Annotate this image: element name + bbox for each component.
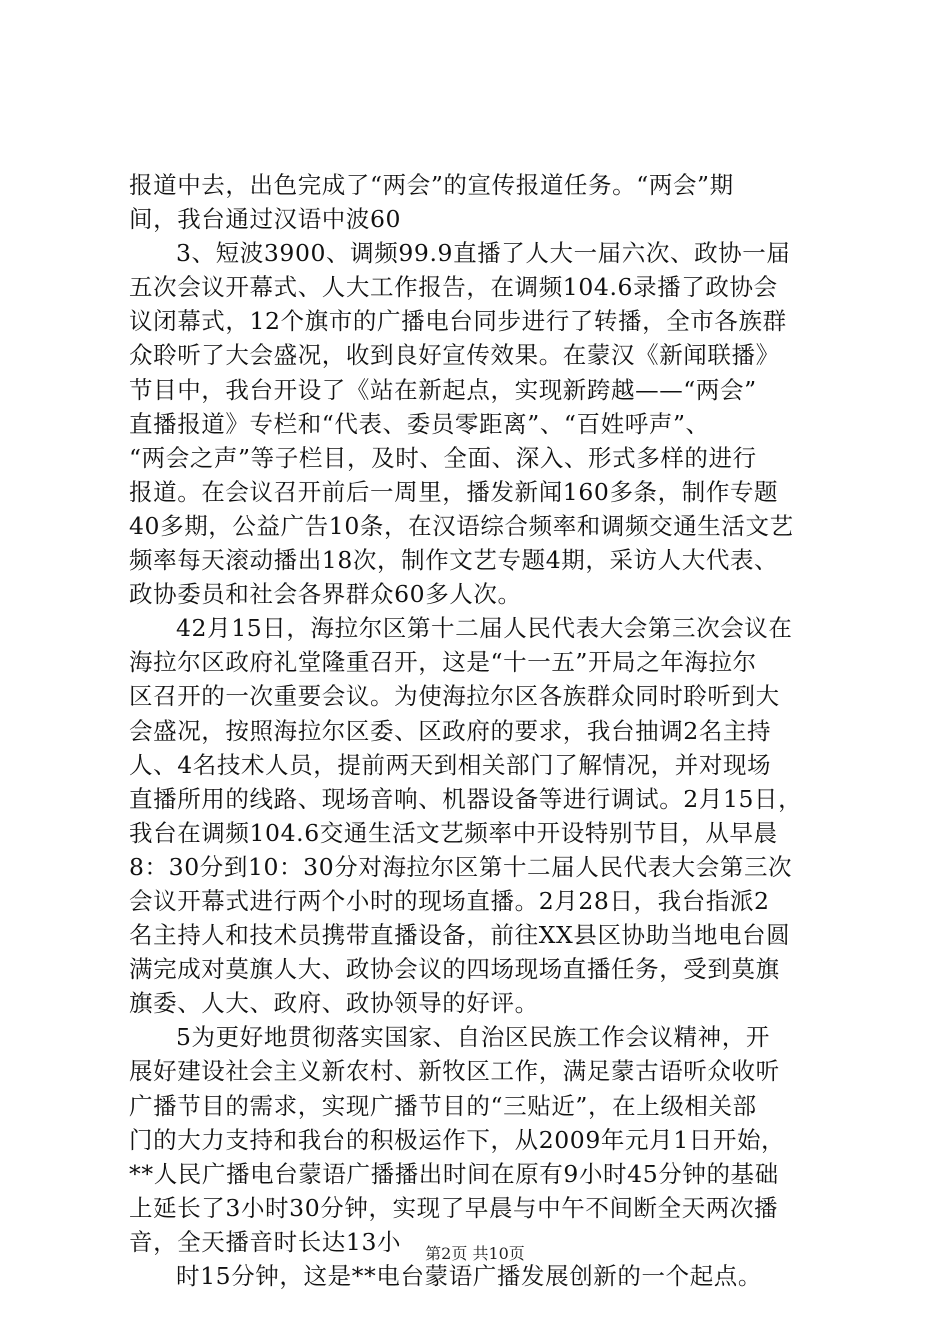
text-line: 旗委、人大、政府、政协领导的好评。: [129, 989, 539, 1018]
text-line: 门的大力支持和我台的积极运作下，从2009年元月1日开始，: [129, 1125, 786, 1154]
text-line: 直播所用的线路、现场音响、机器设备等进行调试。2月15日，: [129, 784, 803, 813]
text-line: 议闭幕式，12个旗市的广播电台同步进行了转播，全市各族群: [129, 307, 787, 336]
text-line: 间，我台通过汉语中波60: [129, 205, 402, 234]
text-line: 人、4名技术人员，提前两天到相关部门了解情况，并对现场: [129, 750, 772, 779]
text-line: 会议开幕式进行两个小时的现场直播。2月28日，我台指派2: [129, 886, 770, 915]
text-line: 3、短波3900、调频99.9直播了人大一届六次、政协一届: [176, 239, 791, 268]
document-body: [129, 168, 829, 1293]
text-line: 直播报道》专栏和“代表、委员零距离”、“百姓呼声”、: [129, 409, 710, 438]
text-line: 40多期，公益广告10条，在汉语综合频率和调频交通生活文艺: [129, 511, 794, 540]
text-line: 满完成对莫旗人大、政协会议的四场现场直播任务，受到莫旗: [129, 955, 780, 984]
text-line: 名主持人和技术员携带直播设备，前往XX县区协助当地电台圆: [129, 921, 791, 950]
text-line: 音，全天播音时长达13小: [129, 1227, 402, 1256]
text-line: 上延长了3小时30分钟，实现了早晨与中午不间断全天两次播: [129, 1193, 779, 1222]
text-line: 五次会议开幕式、人大工作报告，在调频104.6录播了政协会: [129, 273, 778, 302]
text-line: 我台在调频104.6交通生活文艺频率中开设特别节目，从早晨: [129, 818, 778, 847]
text-line: 广播节目的需求，实现广播节目的“三贴近”，在上级相关部: [129, 1091, 757, 1120]
text-line: 区召开的一次重要会议。为使海拉尔区各族群众同时聆听到大: [129, 682, 780, 711]
text-line: 展好建设社会主义新农村、新牧区工作，满足蒙古语听众收听: [129, 1057, 780, 1086]
text-line: 报道。在会议召开前后一周里，播发新闻160多条，制作专题: [129, 477, 779, 506]
text-line: 8：30分到10：30分对海拉尔区第十二届人民代表大会第三次: [129, 852, 793, 881]
text-line: 42月15日，海拉尔区第十二届人民代表大会第三次会议在: [176, 614, 793, 643]
text-line: 报道中去，出色完成了“两会”的宣传报道任务。“两会”期: [129, 171, 734, 199]
text-line: 时15分钟，这是**电台蒙语广播发展创新的一个起点。: [176, 1262, 763, 1290]
text-line: 节目中，我台开设了《站在新起点，实现新跨越——“两会”: [129, 375, 757, 404]
text-line: 频率每天滚动播出18次，制作文艺专题4期，采访人大代表、: [129, 546, 779, 575]
text-line: 政协委员和社会各界群众60多人次。: [129, 580, 522, 609]
text-line: 5为更好地贯彻落实国家、自治区民族工作会议精神，开: [176, 1023, 770, 1052]
text-line: “两会之声”等子栏目，及时、全面、深入、形式多样的进行: [129, 443, 757, 472]
text-line: 众聆听了大会盛况，收到良好宣传效果。在蒙汉《新闻联播》: [129, 341, 780, 370]
text-line: 会盛况，按照海拉尔区委、区政府的要求，我台抽调2名主持: [129, 716, 772, 745]
text-line: 海拉尔区政府礼堂隆重召开，这是“十一五”开局之年海拉尔: [129, 648, 757, 677]
text-line: **人民广播电台蒙语广播播出时间在原有9小时45分钟的基础: [129, 1159, 779, 1188]
page-number-footer: 第2页 共10页: [425, 1244, 525, 1263]
